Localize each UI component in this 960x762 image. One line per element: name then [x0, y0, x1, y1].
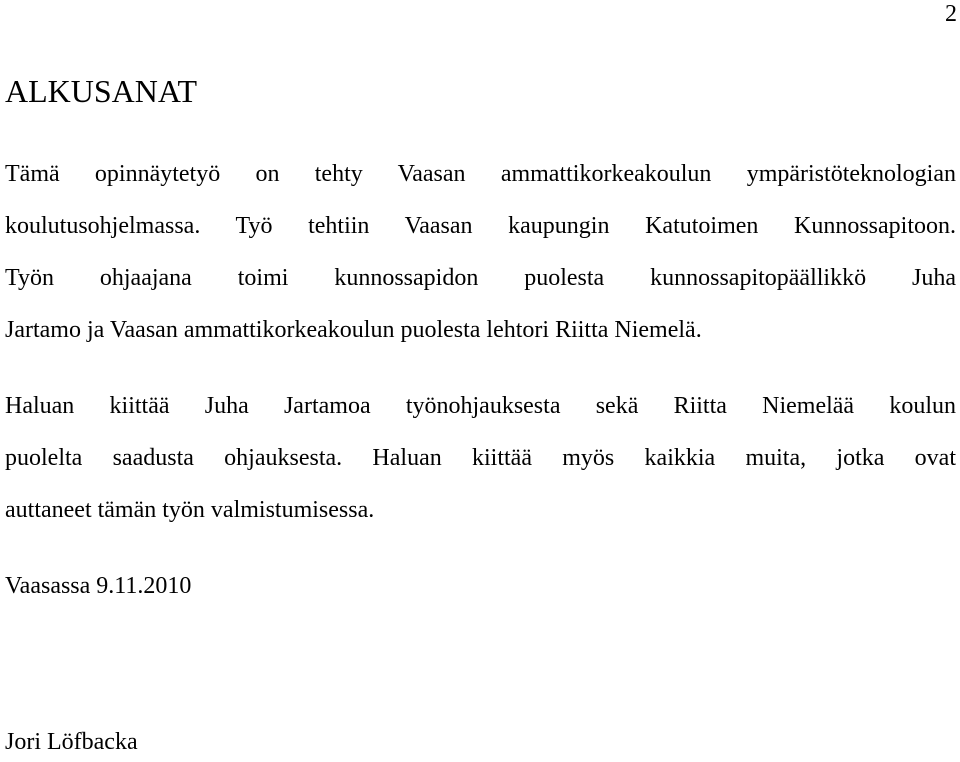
date-line: Vaasassa 9.11.2010 [5, 573, 192, 599]
paragraph-line: puolelta saadusta ohjauksesta. Haluan kiittää myös kaikkia muita, jotka ovat [5, 445, 956, 471]
paragraph-line: Työn ohjaajana toimi kunnossapidon puolesta kunnossapitopäällikkö Juha [5, 265, 956, 291]
paragraph-line: auttaneet tämän työn valmistumisessa. [5, 497, 375, 523]
paragraph-line: koulutusohjelmassa. Työ tehtiin Vaasan kaupungin Katutoimen Kunnossapitoon. [5, 213, 956, 239]
paragraph-line: Jartamo ja Vaasan ammattikorkeakoulun puolesta lehtori Riitta Niemelä. [5, 317, 702, 343]
paragraph-line: Tämä opinnäytetyö on tehty Vaasan ammattikorkeakoulun ympäristöteknologian [5, 161, 956, 187]
page-title: ALKUSANAT [5, 73, 197, 109]
signature: Jori Löfbacka [5, 729, 138, 755]
page-number: 2 [945, 1, 957, 27]
paragraph-intro [5, 148, 956, 356]
paragraph-line: Haluan kiittää Juha Jartamoa työnohjauksesta sekä Riitta Niemelää koulun [5, 393, 956, 419]
paragraph-thanks [5, 380, 956, 536]
